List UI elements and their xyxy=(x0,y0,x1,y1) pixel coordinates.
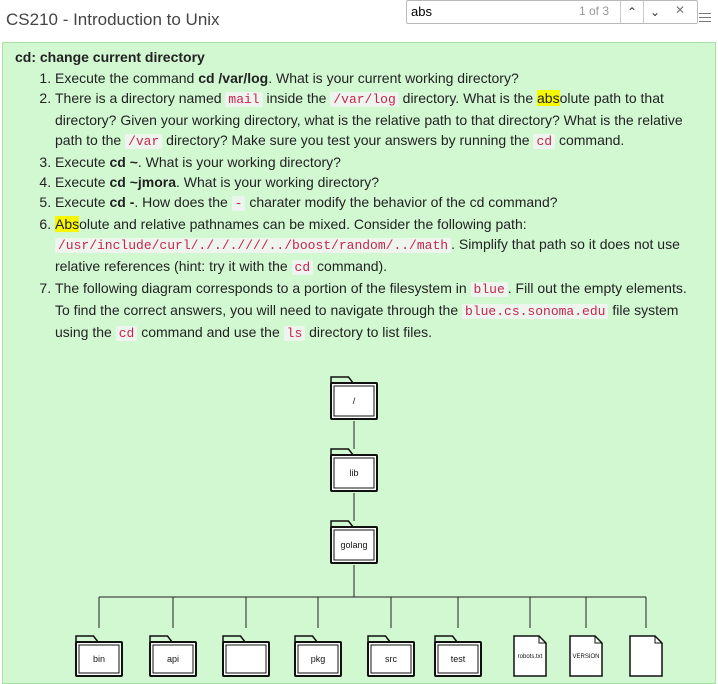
folder-lib-icon xyxy=(331,449,377,491)
svg-text:bin: bin xyxy=(92,654,106,664)
svg-text:/: / xyxy=(352,396,356,406)
folder-golang-icon xyxy=(331,521,377,563)
chevron-up-icon[interactable]: ⌃ xyxy=(620,1,643,23)
folder-bin-icon xyxy=(76,636,122,676)
folder-test-icon xyxy=(435,636,481,676)
svg-text:VERSION: VERSION xyxy=(572,654,600,660)
file-empty-icon xyxy=(630,636,662,676)
svg-text:src: src xyxy=(385,654,397,664)
page-title: CS210 - Introduction to Unix xyxy=(6,10,220,29)
list-item: 3. Execute cd ~. What is your working directory? xyxy=(55,152,701,172)
close-icon[interactable]: ✕ xyxy=(675,3,686,17)
list-item: 5. Execute cd -. How does the - charater modify the behavior of the cd command? xyxy=(55,192,701,214)
svg-text:api: api xyxy=(166,654,180,664)
svg-text:golang: golang xyxy=(340,540,368,550)
folder-api-icon xyxy=(150,636,196,676)
svg-text:pkg: pkg xyxy=(310,654,326,664)
list-item: 6. Absolute and relative pathnames can be mixed. Consider the following path: /usr/include/curl/./././///../boost/random/../math . Simplify that path so it does not use relative references (hint: try it with the cd command). xyxy=(55,214,701,278)
svg-text:robots.txt: robots.txt xyxy=(517,654,543,660)
search-highlight: abs xyxy=(537,90,560,106)
chevron-down-icon[interactable]: ⌄ xyxy=(643,1,666,23)
section-title: cd: change current directory xyxy=(15,49,205,65)
svg-text:test: test xyxy=(450,654,466,664)
folder-pkg-icon xyxy=(295,636,341,676)
list-item: 7. The following diagram corresponds to a portion of the filesystem in blue . Fill out the empty elements. To find the correct answers, you will need to navigate through the blue.cs.sonoma.edu file system using the cd command and use the ls directory to list files. xyxy=(55,278,701,344)
file-robots-txt-icon xyxy=(514,636,546,676)
search-highlight: Abs xyxy=(55,216,80,232)
folder-root-icon xyxy=(331,377,377,419)
folder-empty-icon xyxy=(223,636,269,676)
find-count: 1 of 3 xyxy=(579,4,610,18)
file-VERSION-icon xyxy=(570,636,602,676)
list-item: 1. Execute the command cd /var/log. What is your current working directory? xyxy=(55,68,701,88)
list-item: 2. There is a directory named mail inside the /var/log directory. What is the absolute path to that directory? Given your working directory, what is the relative path to that directory? What is the relative path to the /var directory? Make sure you test your answers by running the cd command. xyxy=(55,88,701,152)
svg-text:lib: lib xyxy=(349,468,359,478)
list-item: 4. Execute cd ~jmora. What is your working directory? xyxy=(55,172,701,192)
folder-src-icon xyxy=(368,636,414,676)
